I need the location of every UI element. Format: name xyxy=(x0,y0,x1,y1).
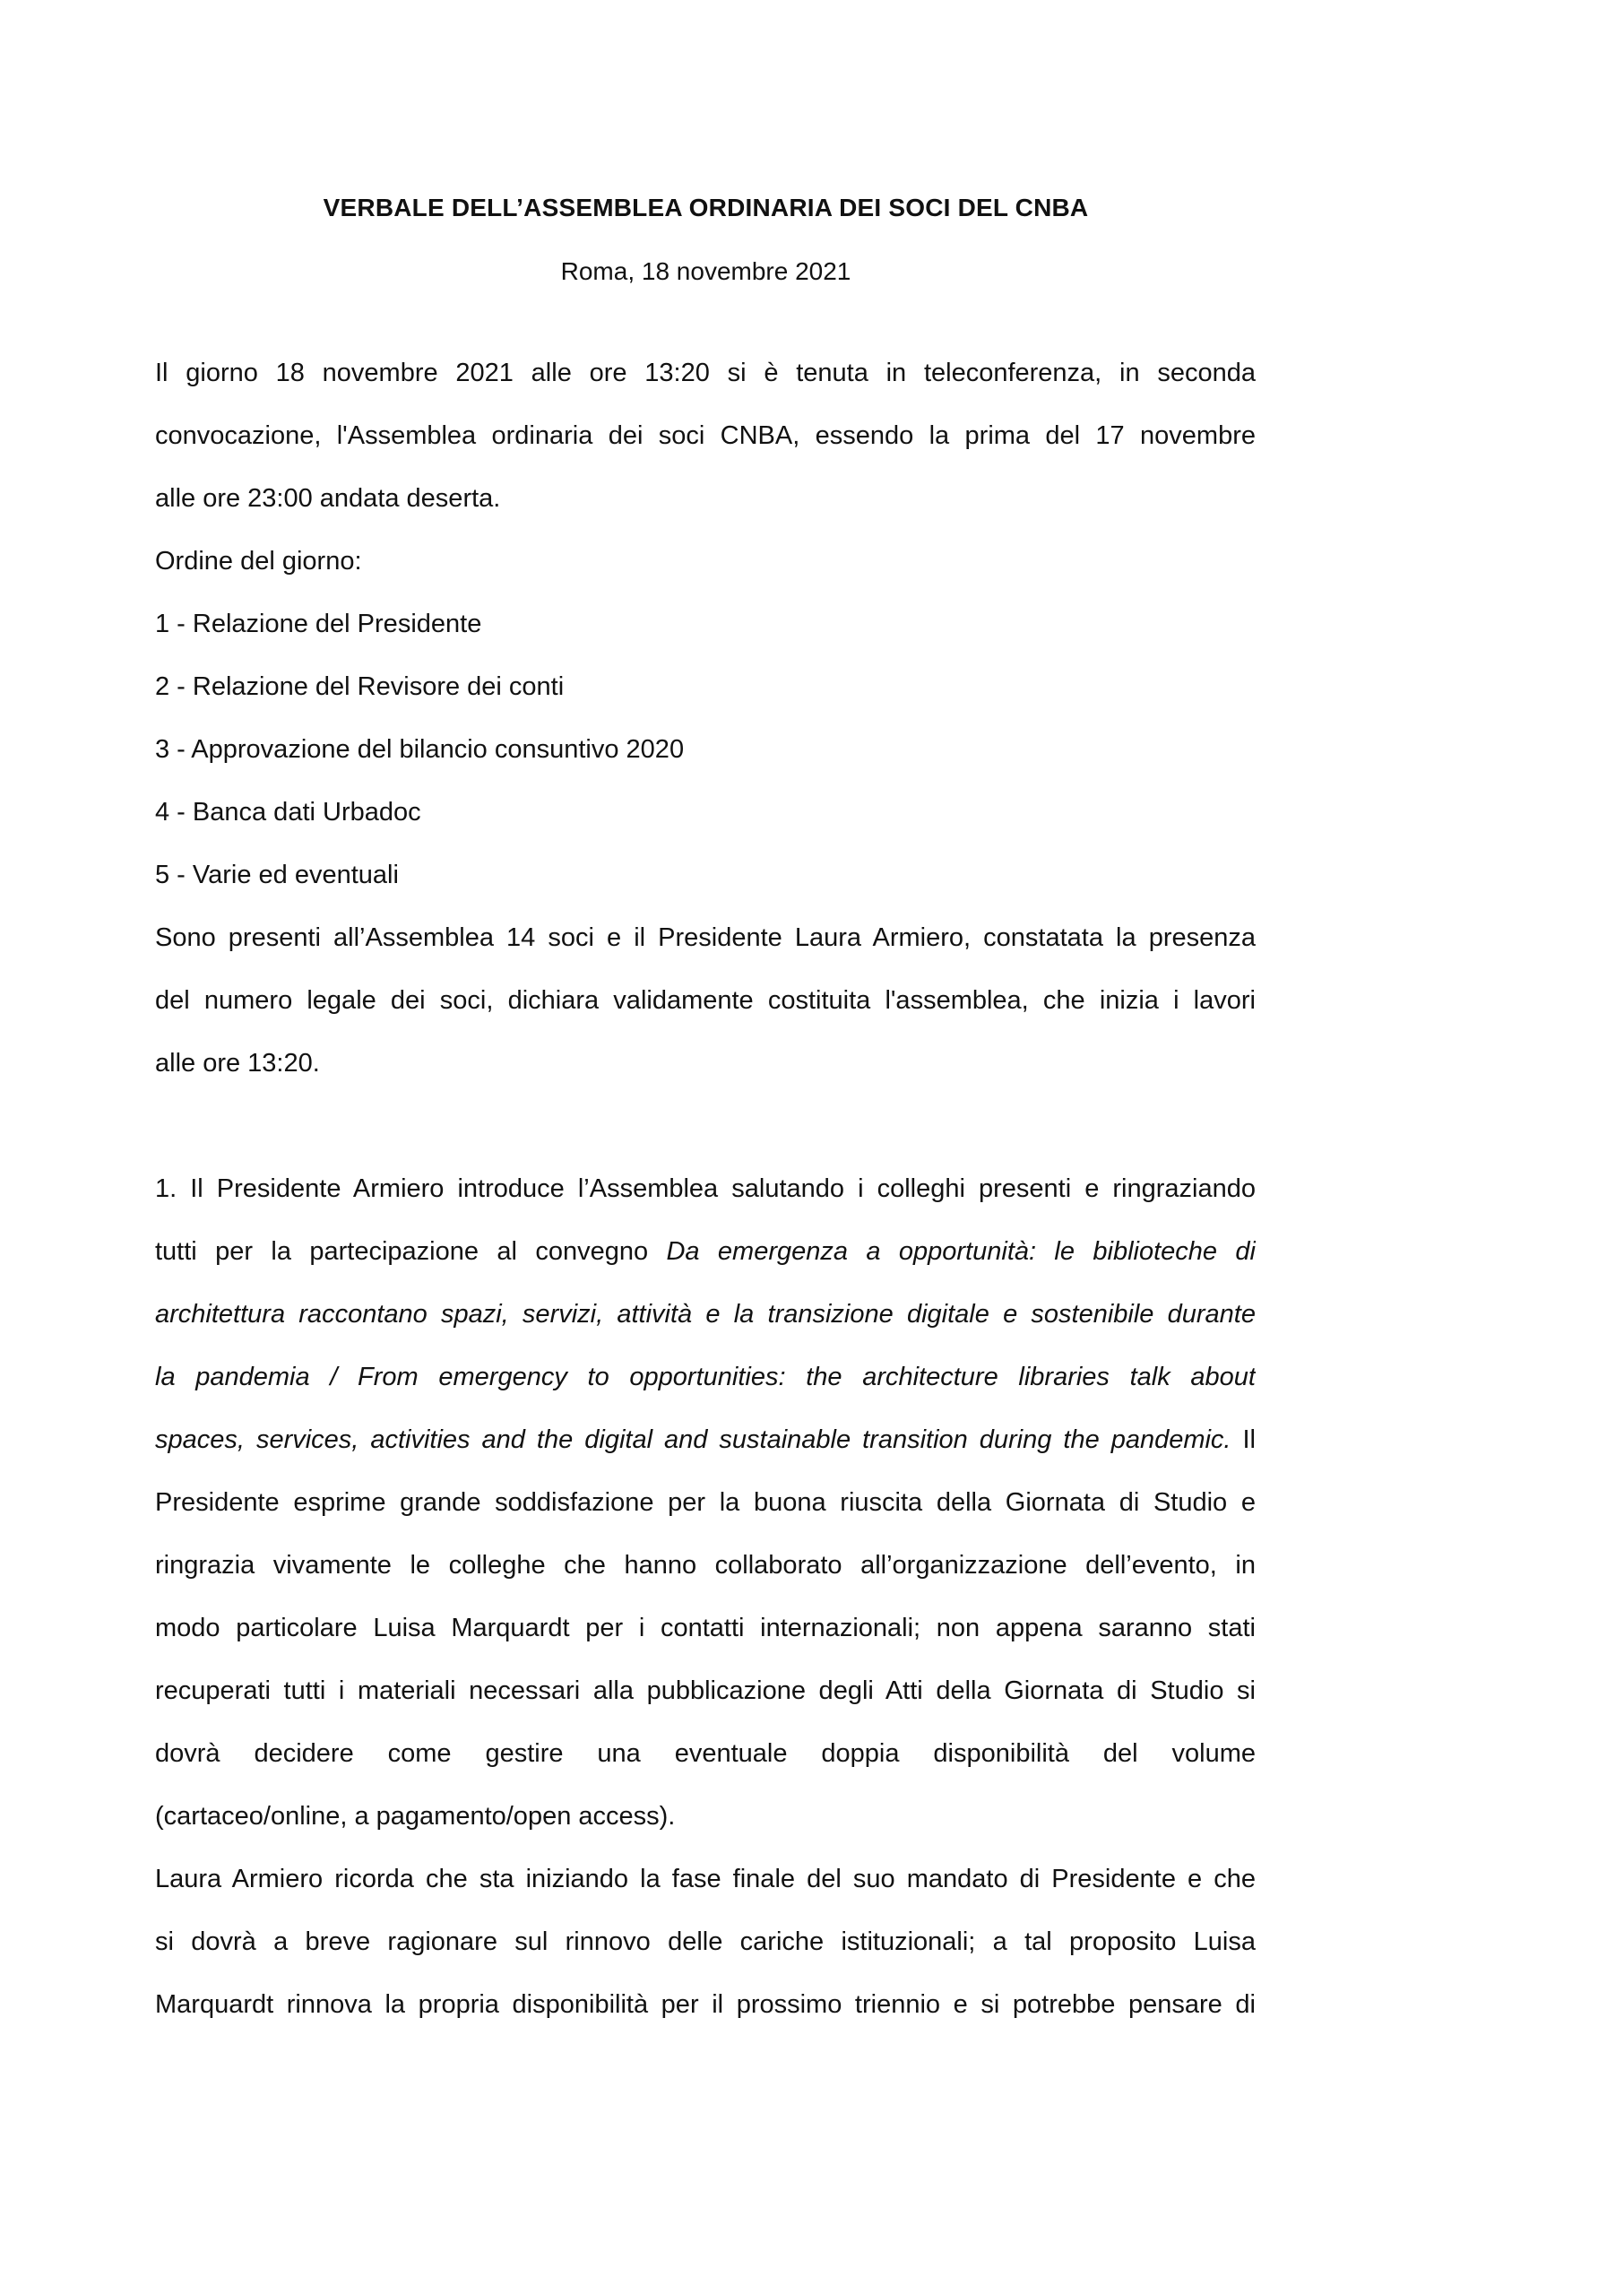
section1-line: Presidente esprime grande soddisfazione per la buona riuscita della Giornata di Studio e xyxy=(155,1488,1256,1517)
section1-line xyxy=(155,1283,1256,1346)
intro-line: Il giorno 18 novembre 2021 alle ore 13:20 si è tenuta in teleconferenza, in seconda xyxy=(155,359,1256,387)
attendance-line: del numero legale dei soci, dichiara validamente costituita l'assemblea, che inizia i lavori xyxy=(155,986,1256,1015)
agenda-item: 4 - Banca dati Urbadoc xyxy=(155,798,421,827)
attendance-line: alle ore 13:20. xyxy=(155,1049,320,1078)
agenda-item: 3 - Approvazione del bilancio consuntivo 2020 xyxy=(155,735,685,764)
conference-title: spaces, services, activities and the digital and sustainable transition during the pandemic. xyxy=(155,1425,1231,1454)
section1-line xyxy=(155,1408,1256,1471)
section1-line: dovrà decidere come gestire una eventuale doppia disponibilità del volume xyxy=(155,1739,1256,1768)
conference-title: la pandemia / From emergency to opportunities: the architecture libraries talk about xyxy=(155,1363,1256,1391)
intro-line: convocazione, l'Assemblea ordinaria dei soci CNBA, essendo la prima del 17 novembre xyxy=(155,421,1256,450)
mandate-line: Marquardt rinnova la propria disponibilità per il prossimo triennio e si potrebbe pensare di xyxy=(155,1990,1256,2019)
document-title: VERBALE DELL’ASSEMBLEA ORDINARIA DEI SOCI DEL CNBA xyxy=(323,194,1089,221)
conference-title: architettura raccontano spazi, servizi, attività e la transizione digitale e sostenibile durante xyxy=(155,1300,1256,1329)
agenda-item: 2 - Relazione del Revisore dei conti xyxy=(155,672,565,701)
conference-title: Da emergenza a opportunità: le biblioteche di xyxy=(666,1237,1256,1266)
section1-line: (cartaceo/online, a pagamento/open access). xyxy=(155,1802,676,1831)
attendance-line: Sono presenti all’Assemblea 14 soci e il Presidente Laura Armiero, constatata la presenza xyxy=(155,923,1256,952)
agenda-item: 5 - Varie ed eventuali xyxy=(155,861,399,889)
document-body xyxy=(155,342,1256,2036)
section1-line xyxy=(155,1220,1256,1283)
mandate-line: Laura Armiero ricorda che sta iniziando la fase finale del suo mandato di Presidente e che xyxy=(155,1865,1256,1893)
place-date: Roma, 18 novembre 2021 xyxy=(560,257,851,285)
section1-text: Il xyxy=(1231,1425,1256,1454)
mandate-line: si dovrà a breve ragionare sul rinnovo delle cariche istituzionali; a tal proposito Luisa xyxy=(155,1927,1256,1956)
intro-line: alle ore 23:00 andata deserta. xyxy=(155,484,501,513)
agenda-item: 1 - Relazione del Presidente xyxy=(155,610,482,638)
agenda-heading: Ordine del giorno: xyxy=(155,547,362,576)
paragraph-gap xyxy=(155,1095,1256,1157)
section1-line: modo particolare Luisa Marquardt per i contatti internazionali; non appena saranno stati xyxy=(155,1614,1256,1642)
section1-line: recuperati tutti i materiali necessari alla pubblicazione degli Atti della Giornata di Studio si xyxy=(155,1676,1256,1705)
section1-line: 1. Il Presidente Armiero introduce l’Assemblea salutando i colleghi presenti e ringraziando xyxy=(155,1174,1256,1203)
section1-line: ringrazia vivamente le colleghe che hanno collaborato all’organizzazione dell’evento, in xyxy=(155,1551,1256,1580)
section1-text: tutti per la partecipazione al convegno xyxy=(155,1237,667,1266)
section1-line xyxy=(155,1346,1256,1408)
